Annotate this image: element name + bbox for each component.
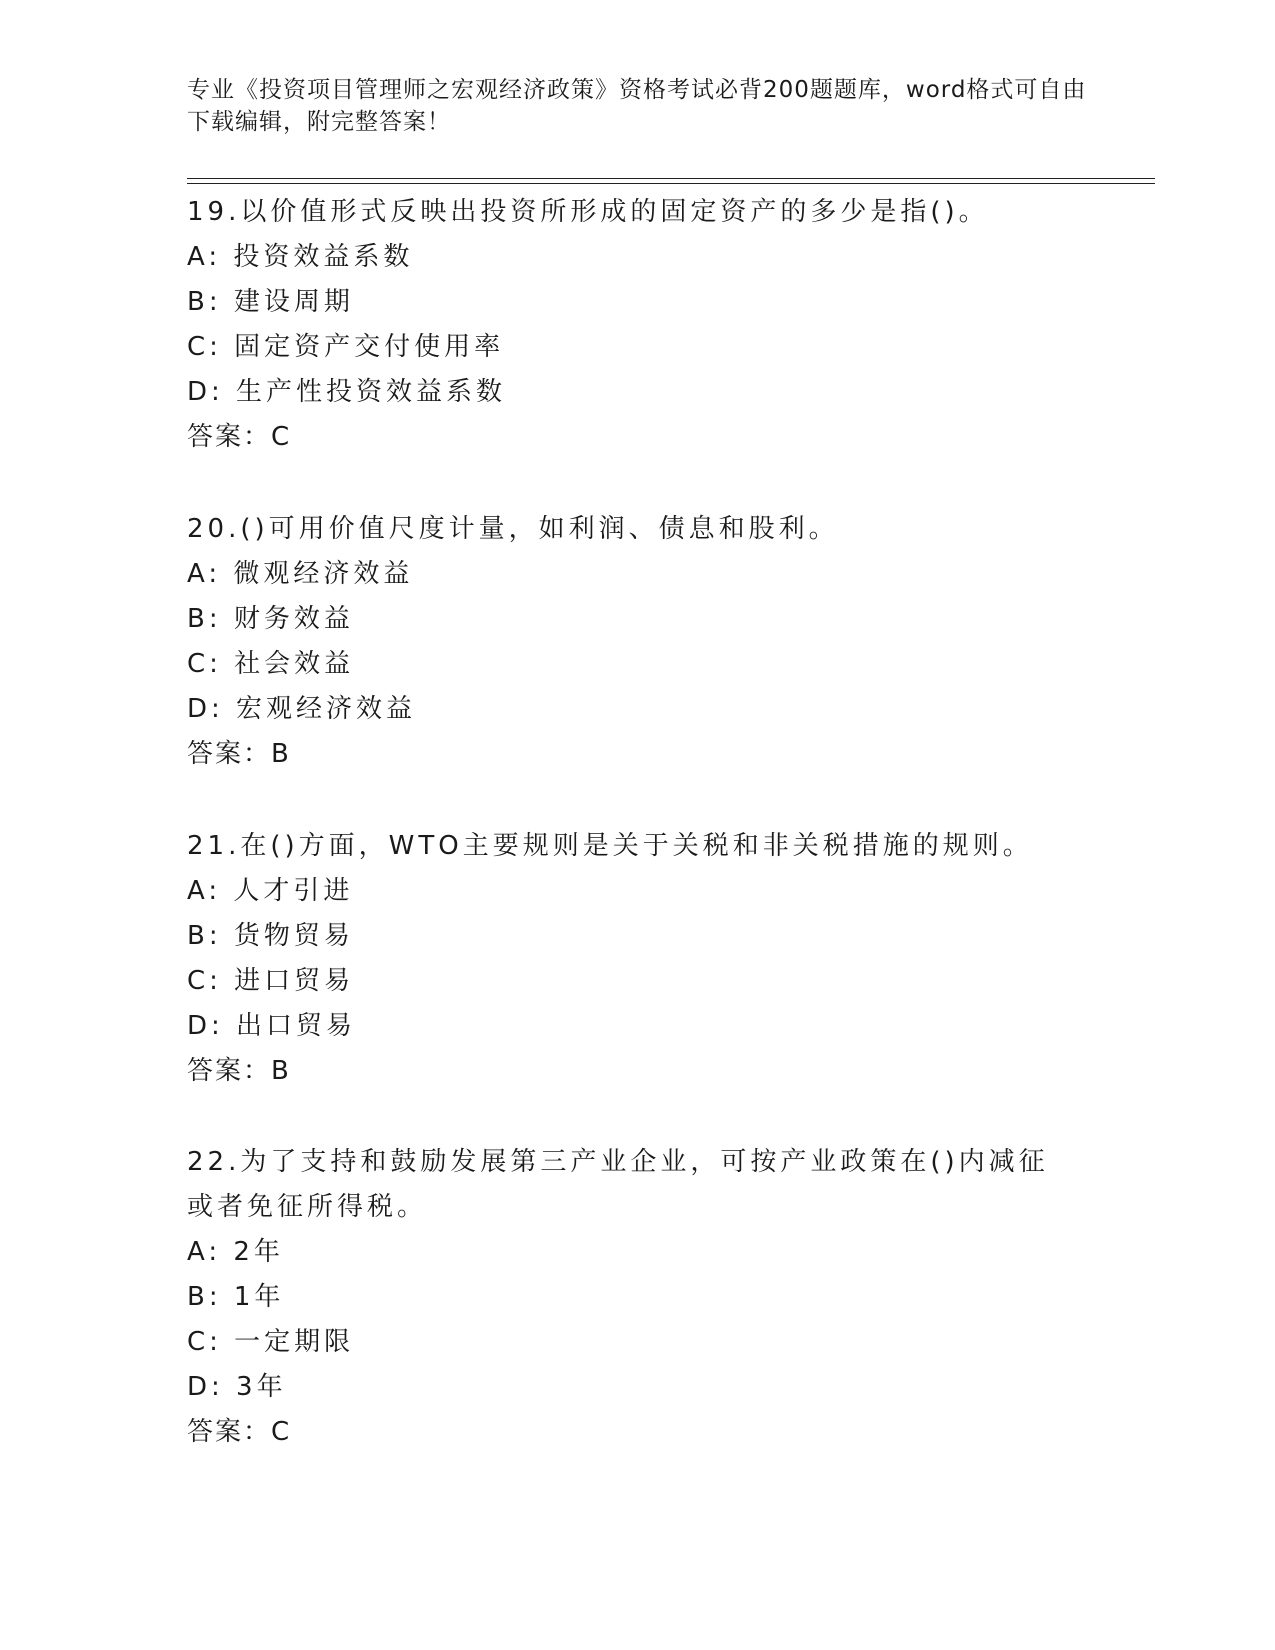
header-text: 专业《投资项目管理师之宏观经济政策》资格考试必背200题题库，word格式可自由下载编辑，附完整答案！	[187, 77, 1087, 135]
option-d: D: 3年	[187, 1372, 287, 1402]
question-title: 19.以价值形式反映出投资所形成的固定资产的多少是指()。	[187, 197, 989, 227]
question-20	[187, 507, 1087, 777]
question-title: 21.在()方面，WTO主要规则是关于关税和非关税措施的规则。	[187, 831, 1033, 861]
option-a: A: 2年	[187, 1237, 284, 1267]
option-a: A: 微观经济效益	[187, 559, 414, 589]
option-c: C: 一定期限	[187, 1327, 355, 1357]
option-a: A: 人才引进	[187, 876, 354, 906]
answer: 答案：B	[187, 739, 291, 769]
option-b: B: 建设周期	[187, 287, 354, 317]
option-d: D: 宏观经济效益	[187, 694, 417, 724]
answer: 答案：B	[187, 1056, 291, 1086]
question-21	[187, 824, 1087, 1094]
option-c: C: 进口贸易	[187, 966, 355, 996]
answer: 答案：C	[187, 422, 292, 452]
question-title: 20.()可用价值尺度计量，如利润、债息和股利。	[187, 514, 839, 544]
document-header	[187, 74, 1087, 138]
option-c: C: 固定资产交付使用率	[187, 332, 505, 362]
option-b: B: 货物贸易	[187, 921, 354, 951]
option-d: D: 出口贸易	[187, 1011, 357, 1041]
question-title: 22.为了支持和鼓励发展第三产业企业，可按产业政策在()内减征或者免征所得税。	[187, 1147, 1049, 1222]
option-b: B: 财务效益	[187, 604, 354, 634]
header-divider-top	[187, 178, 1155, 179]
header-divider-bottom	[187, 183, 1155, 184]
option-b: B: 1年	[187, 1282, 285, 1312]
answer: 答案：C	[187, 1417, 292, 1447]
option-a: A: 投资效益系数	[187, 242, 414, 272]
question-19	[187, 190, 1087, 460]
question-22	[187, 1140, 1087, 1455]
option-c: C: 社会效益	[187, 649, 355, 679]
option-d: D: 生产性投资效益系数	[187, 377, 507, 407]
